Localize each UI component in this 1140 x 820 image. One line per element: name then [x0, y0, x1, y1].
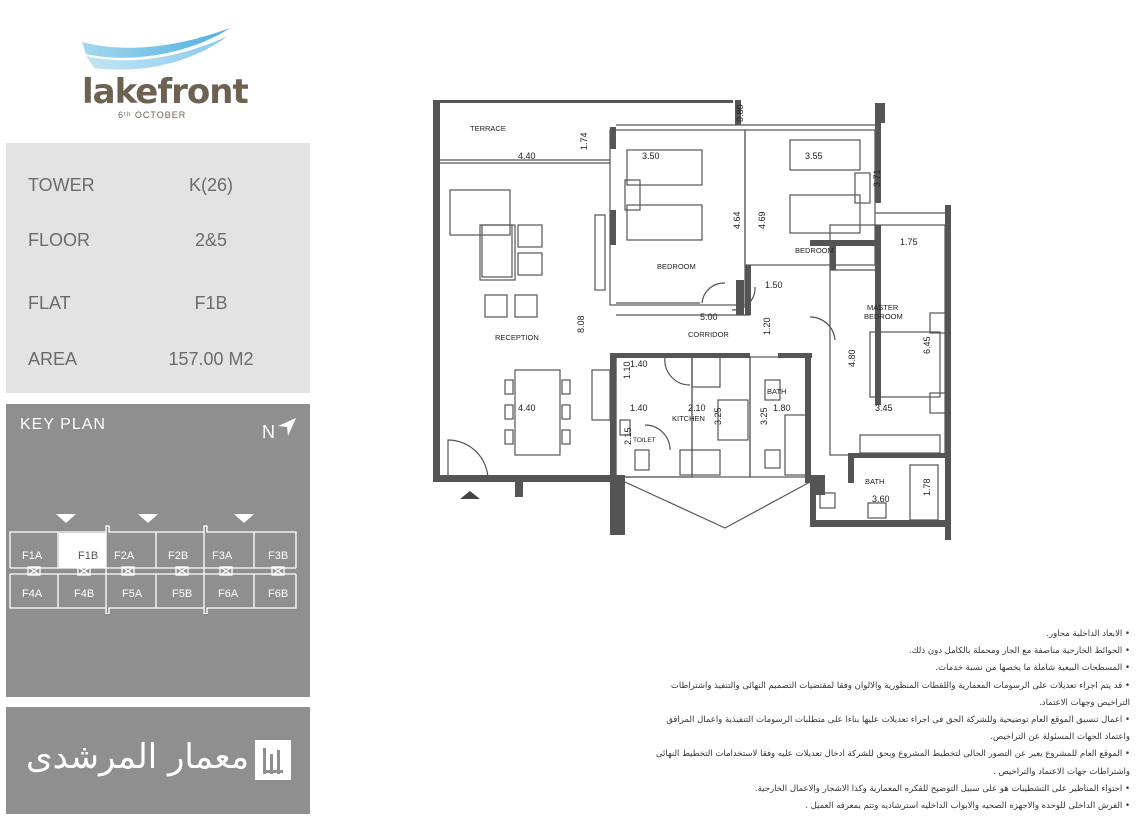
note-line: • اعمال تنسيق الموقع العام توضيحية وللشركة الحق فى اجراء تعديلات عليها بناءا على متطلبات الرسومات التنفيذية واعمال المرافق — [666, 715, 1130, 726]
key-plan-title: KEY PLAN — [20, 416, 106, 433]
key-plan-building — [6, 504, 310, 614]
note-line: • الحوائط الخارجية مناصفة مع الجار ومحملة بالكامل دون ذلك. — [908, 646, 1130, 657]
dim-360: 3.60 — [872, 494, 890, 504]
dim-178: 1.78 — [922, 478, 932, 496]
unit-info-panel — [6, 143, 310, 393]
logo-wordmark: lakefront — [82, 72, 248, 112]
unit-label-f4a: F4A — [22, 588, 43, 600]
dim-140-b: 1.40 — [630, 403, 648, 413]
room-label-master: MASTER — [867, 303, 899, 312]
dim-500: 5.00 — [700, 312, 718, 322]
dim-480: 4.80 — [847, 349, 857, 367]
key-plan-panel — [6, 404, 310, 697]
developer-brand-panel — [6, 707, 310, 814]
note-line: واشتراطات جهات الاعتماد والتراخيص . — [993, 766, 1130, 777]
dim-440-terrace: 4.40 — [518, 151, 536, 161]
floor-plan-drawing — [420, 95, 960, 545]
room-label-bedroom-1: BEDROOM — [657, 262, 696, 271]
lake-wave-icon — [60, 20, 240, 80]
dim-175: 1.75 — [900, 237, 918, 247]
info-label: AREA — [28, 349, 78, 369]
unit-label-f4b: F4B — [74, 588, 95, 600]
lakefront-logo — [60, 20, 290, 130]
dim-140-a: 1.40 — [630, 359, 648, 369]
room-label-reception: RECEPTION — [495, 333, 539, 342]
unit-label-f1b: F1B — [78, 550, 99, 562]
dim-371: 3.71 — [872, 169, 882, 187]
info-value: 2&5 — [194, 230, 228, 250]
dim-180: 1.80 — [773, 403, 791, 413]
info-row-floor — [6, 230, 310, 260]
dim-469: 4.69 — [757, 211, 767, 229]
info-label: TOWER — [28, 175, 95, 195]
note-line: التراخيص وجهات الاعتماد. — [1039, 697, 1130, 708]
info-label: FLOOR — [28, 230, 91, 250]
note-line: • الفرش الداخلى للوحده والاجهزه الصحيه والابواب الداخليه استرشاديه وتتم بمعرفه العميل . — [805, 801, 1130, 812]
note-line: • قد يتم اجراء تعديلات على الرسومات المعمارية واللقطات المنظورية والالوان وفقا لمقتضيات التصميم النهائى والتنفيذ واشتراطات — [670, 680, 1130, 691]
dim-325-a: 3.25 — [713, 407, 723, 425]
info-value: 157.00 M2 — [168, 349, 254, 369]
dim-350: 3.50 — [642, 151, 660, 161]
dim-120: 1.20 — [762, 317, 772, 335]
dim-808: 8.08 — [576, 315, 586, 333]
info-row-area — [6, 349, 310, 379]
dim-345: 3.45 — [875, 403, 893, 413]
dim-325-b: 3.25 — [759, 407, 769, 425]
unit-label-f2a: F2A — [114, 550, 135, 562]
north-arrow-icon — [276, 416, 298, 438]
info-value: F1B — [194, 293, 228, 313]
info-row-flat — [6, 293, 310, 323]
room-label-corridor: CORRIDOR — [688, 330, 729, 339]
unit-label-f3b: F3B — [268, 550, 289, 562]
note-line: • الموقع العام للمشروع يعبر عن التصور الحالى لتخطيط المشروع ويحق للشركة ادخال تعديلات عليه وفقا لاستخدامات التخطيط النهائى — [655, 749, 1130, 760]
unit-label-f6a: F6A — [218, 588, 239, 600]
info-value: K(26) — [188, 175, 233, 195]
dim-174: 1.74 — [579, 132, 589, 150]
unit-label-f1a: F1A — [22, 550, 43, 562]
room-label-master-bedroom: BEDROOM — [864, 312, 903, 321]
dim-355: 3.55 — [805, 151, 823, 161]
north-label: N — [262, 422, 275, 442]
dim-110: 1.10 — [622, 361, 632, 379]
dim-215: 2.15 — [623, 427, 633, 445]
note-line: واعتماد الجهات المسئولة عن التراخيص. — [990, 732, 1130, 743]
dim-464: 4.64 — [732, 211, 742, 229]
disclaimer-notes — [640, 626, 1130, 815]
dim-210: 2.10 — [688, 403, 706, 413]
dim-150: 1.50 — [765, 280, 783, 290]
info-label: FLAT — [28, 293, 71, 313]
room-label-bath-2: BATH — [865, 477, 885, 486]
note-line: • المسطحات البيعية شاملة ما يخصها من نسبة خدمات. — [935, 663, 1130, 674]
note-line: • الابعاد الداخلية محاور. — [1046, 629, 1130, 639]
entrance-marker-icon — [460, 491, 480, 499]
note-line: • احتواء المناظير على التشطيبات هو على سبيل التوضيح للفكره المعمارية وكذا الاشجار والاعمال الخارجية. — [754, 783, 1130, 794]
info-row-tower — [6, 175, 310, 205]
floor-plan — [420, 95, 960, 545]
room-label-toilet: TOILET — [633, 437, 656, 444]
room-label-terrace: TERRACE — [470, 124, 506, 133]
dim-645: 6.45 — [922, 336, 932, 354]
unit-label-f6b: F6B — [268, 588, 289, 600]
room-label-kitchen: KITCHEN — [672, 414, 705, 423]
dim-440-reception: 4.40 — [518, 403, 536, 413]
developer-logo-icon — [255, 740, 291, 780]
unit-label-f5a: F5A — [122, 588, 143, 600]
unit-label-f5b: F5B — [172, 588, 193, 600]
unit-label-f2b: F2B — [168, 550, 189, 562]
dim-080: 0.80 — [735, 104, 745, 122]
room-label-bedroom-2: BEDROOM — [795, 246, 834, 255]
unit-label-f3a: F3A — [212, 550, 233, 562]
developer-name: معمار المرشدى — [26, 737, 250, 777]
logo-subtitle: 6ᵗʰ OCTOBER — [118, 110, 187, 120]
room-label-bath-1: BATH — [767, 387, 787, 396]
